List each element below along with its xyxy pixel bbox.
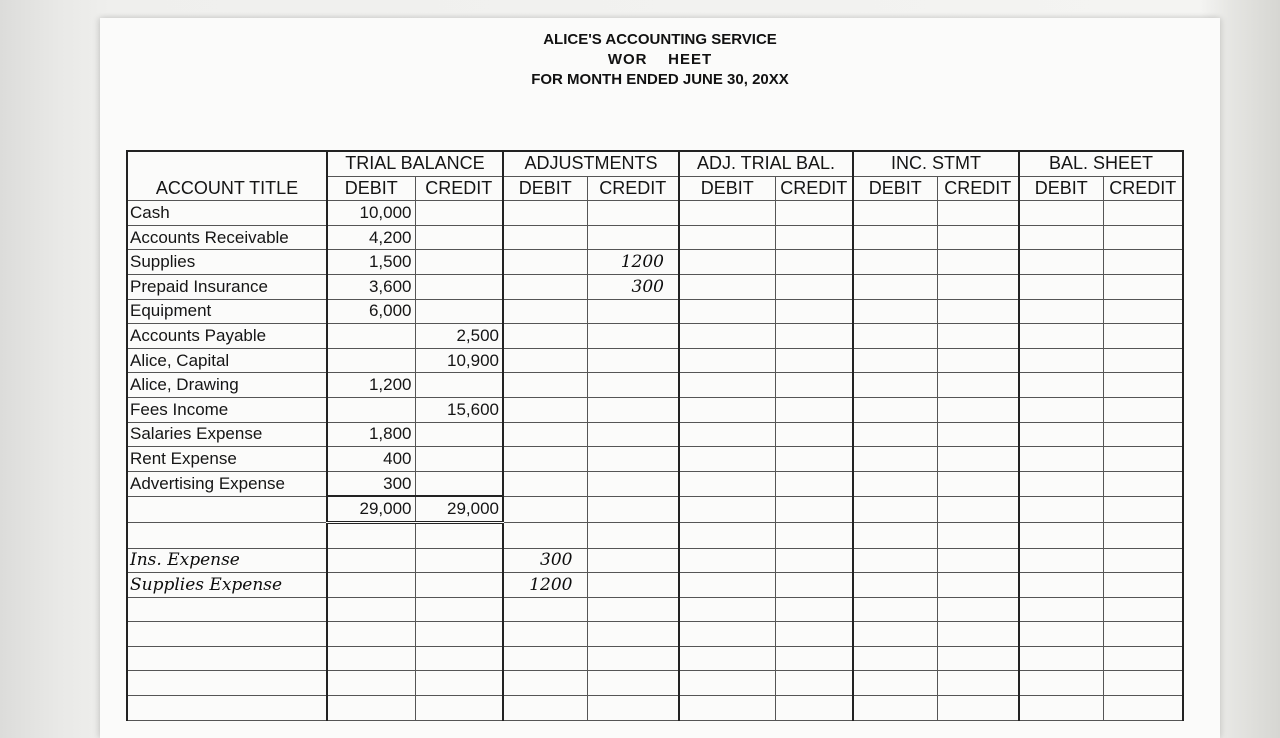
account-title-cell: Prepaid Insurance (127, 274, 327, 299)
bs-credit-cell (1103, 274, 1183, 299)
atb-credit-cell (775, 422, 853, 447)
bs-credit-cell (1103, 201, 1183, 226)
account-title-cell: Fees Income (127, 397, 327, 422)
tb-credit-total: 29,000 (415, 496, 503, 522)
bs-credit-cell (1103, 471, 1183, 496)
tb-debit-cell: 6,000 (327, 299, 415, 324)
account-title-cell (127, 646, 327, 671)
atb-debit-cell (679, 622, 775, 647)
atb-debit-cell (679, 422, 775, 447)
group-header-bal-sheet: BAL. SHEET (1019, 151, 1183, 176)
adj-debit-cell (503, 348, 587, 373)
account-title-cell (127, 622, 327, 647)
account-title-cell: Salaries Expense (127, 422, 327, 447)
table-row (127, 250, 1183, 275)
company-name: ALICE'S ACCOUNTING SERVICE (543, 31, 777, 48)
adj-credit-cell (587, 622, 679, 647)
bs-debit-cell (1019, 696, 1103, 721)
atb-debit-cell (679, 597, 775, 622)
bs-debit-cell (1019, 597, 1103, 622)
is-credit-cell (937, 496, 1019, 522)
group-header-adjustments: ADJUSTMENTS (503, 151, 679, 176)
tb-debit-header: DEBIT (327, 176, 415, 201)
is-credit-cell (937, 522, 1019, 548)
is-credit-cell (937, 422, 1019, 447)
account-title-cell: Accounts Receivable (127, 225, 327, 250)
bs-debit-cell (1019, 471, 1103, 496)
tb-credit-cell (415, 225, 503, 250)
atb-credit-cell (775, 646, 853, 671)
is-credit-cell (937, 548, 1019, 573)
table-row (127, 447, 1183, 472)
bs-debit-cell (1019, 496, 1103, 522)
atb-credit-cell (775, 250, 853, 275)
is-debit-cell (853, 646, 937, 671)
tb-debit-cell (327, 397, 415, 422)
atb-credit-cell (775, 201, 853, 226)
is-credit-cell (937, 373, 1019, 398)
atb-debit-cell (679, 522, 775, 548)
adj-credit-cell (587, 373, 679, 398)
is-debit-cell (853, 201, 937, 226)
is-debit-cell (853, 522, 937, 548)
bs-credit-cell (1103, 496, 1183, 522)
tb-credit-cell (415, 696, 503, 721)
account-title-cell (127, 522, 327, 548)
tb-debit-cell (327, 573, 415, 598)
adj-credit-cell (587, 397, 679, 422)
adj-debit-cell (503, 622, 587, 647)
tb-debit-cell: 3,600 (327, 274, 415, 299)
atb-debit-cell (679, 373, 775, 398)
period-label: FOR MONTH ENDED JUNE 30, 20XX (531, 71, 789, 88)
blank-row (127, 646, 1183, 671)
is-debit-cell (853, 696, 937, 721)
adj-credit-cell (587, 447, 679, 472)
is-credit-cell (937, 622, 1019, 647)
bs-credit-header: CREDIT (1103, 176, 1183, 201)
table-row (127, 373, 1183, 398)
is-credit-cell (937, 696, 1019, 721)
is-debit-cell (853, 250, 937, 275)
account-title-header-top (127, 151, 327, 176)
is-credit-cell (937, 671, 1019, 696)
adj-credit-cell (587, 324, 679, 349)
bs-credit-cell (1103, 573, 1183, 598)
atb-credit-cell (775, 671, 853, 696)
bs-debit-cell (1019, 299, 1103, 324)
adj-credit-cell (587, 646, 679, 671)
bs-debit-cell (1019, 225, 1103, 250)
atb-credit-cell (775, 299, 853, 324)
is-credit-cell (937, 201, 1019, 226)
is-credit-cell (937, 250, 1019, 275)
header-row-columns (127, 176, 1183, 201)
adj-credit-cell (587, 299, 679, 324)
bs-credit-cell (1103, 597, 1183, 622)
adj-debit-cell (503, 373, 587, 398)
tb-credit-cell (415, 447, 503, 472)
is-debit-cell (853, 573, 937, 598)
tb-debit-cell (327, 671, 415, 696)
bs-debit-cell (1019, 201, 1103, 226)
account-title-cell (127, 496, 327, 522)
is-credit-header: CREDIT (937, 176, 1019, 201)
tb-credit-cell (415, 201, 503, 226)
is-credit-cell (937, 646, 1019, 671)
is-credit-cell (937, 348, 1019, 373)
is-debit-cell (853, 496, 937, 522)
adj-credit-cell (587, 201, 679, 226)
is-credit-cell (937, 471, 1019, 496)
group-header-trial-balance: TRIAL BALANCE (327, 151, 503, 176)
is-debit-cell (853, 622, 937, 647)
bs-debit-cell (1019, 348, 1103, 373)
atb-credit-cell (775, 622, 853, 647)
group-header-inc-stmt: INC. STMT (853, 151, 1019, 176)
adj-credit-cell (587, 671, 679, 696)
bs-credit-cell (1103, 397, 1183, 422)
adj-debit-header: DEBIT (503, 176, 587, 201)
is-credit-cell (937, 597, 1019, 622)
handwritten-row (127, 573, 1183, 598)
adj-credit-cell (587, 471, 679, 496)
tb-credit-cell: 10,900 (415, 348, 503, 373)
tb-debit-cell (327, 348, 415, 373)
table-row (127, 471, 1183, 496)
tb-debit-cell: 1,800 (327, 422, 415, 447)
table-row (127, 324, 1183, 349)
account-title-cell: Cash (127, 201, 327, 226)
table-row (127, 274, 1183, 299)
account-title-cell (127, 696, 327, 721)
atb-debit-cell (679, 299, 775, 324)
tb-debit-cell (327, 522, 415, 548)
atb-credit-cell (775, 496, 853, 522)
blank-row (127, 696, 1183, 721)
is-debit-cell (853, 274, 937, 299)
tb-debit-cell: 4,200 (327, 225, 415, 250)
handwritten-row (127, 548, 1183, 573)
adj-debit-cell (503, 274, 587, 299)
tb-credit-cell (415, 373, 503, 398)
blank-row (127, 522, 1183, 548)
blank-row (127, 597, 1183, 622)
bs-debit-cell (1019, 274, 1103, 299)
tb-credit-cell (415, 422, 503, 447)
adj-debit-cell (503, 597, 587, 622)
table-row (127, 201, 1183, 226)
is-credit-cell (937, 225, 1019, 250)
account-title-cell: Rent Expense (127, 447, 327, 472)
tb-credit-cell (415, 522, 503, 548)
account-title-cell (127, 671, 327, 696)
account-title-cell: Accounts Payable (127, 324, 327, 349)
account-title-cell: Supplies (127, 250, 327, 275)
is-debit-cell (853, 324, 937, 349)
tb-credit-cell (415, 299, 503, 324)
adj-credit-cell (587, 696, 679, 721)
adj-credit-cell (587, 422, 679, 447)
bs-credit-cell (1103, 250, 1183, 275)
is-debit-cell (853, 597, 937, 622)
adj-debit-cell (503, 671, 587, 696)
bs-credit-cell (1103, 671, 1183, 696)
tb-credit-cell (415, 471, 503, 496)
atb-credit-cell (775, 324, 853, 349)
worksheet-table (126, 150, 1184, 721)
atb-credit-cell (775, 373, 853, 398)
bs-debit-cell (1019, 646, 1103, 671)
bs-debit-cell (1019, 573, 1103, 598)
bs-credit-cell (1103, 548, 1183, 573)
bs-debit-cell (1019, 373, 1103, 398)
tb-debit-cell: 300 (327, 471, 415, 496)
is-debit-cell (853, 447, 937, 472)
is-debit-cell (853, 422, 937, 447)
adj-debit-cell (503, 447, 587, 472)
account-title-cell: Equipment (127, 299, 327, 324)
account-title-header: ACCOUNT TITLE (127, 176, 327, 201)
tb-debit-cell (327, 597, 415, 622)
adj-debit-cell (503, 696, 587, 721)
atb-debit-cell (679, 646, 775, 671)
bs-debit-cell (1019, 522, 1103, 548)
adj-credit-cell (587, 496, 679, 522)
atb-credit-cell (775, 447, 853, 472)
blank-row (127, 671, 1183, 696)
account-title-cell: Alice, Drawing (127, 373, 327, 398)
atb-debit-cell (679, 471, 775, 496)
atb-credit-cell (775, 348, 853, 373)
tb-debit-cell (327, 548, 415, 573)
tb-debit-cell (327, 324, 415, 349)
bs-debit-header: DEBIT (1019, 176, 1103, 201)
tb-credit-cell (415, 274, 503, 299)
tb-credit-cell (415, 646, 503, 671)
tb-debit-cell (327, 646, 415, 671)
is-debit-cell (853, 299, 937, 324)
atb-credit-cell (775, 397, 853, 422)
adj-debit-cell: 1200 (503, 573, 587, 598)
bs-debit-cell (1019, 250, 1103, 275)
tb-credit-cell (415, 597, 503, 622)
atb-debit-cell (679, 274, 775, 299)
atb-debit-header: DEBIT (679, 176, 775, 201)
table-row (127, 225, 1183, 250)
atb-credit-cell (775, 548, 853, 573)
adj-debit-cell (503, 225, 587, 250)
atb-debit-cell (679, 671, 775, 696)
atb-debit-cell (679, 447, 775, 472)
tb-credit-cell (415, 573, 503, 598)
tb-credit-cell (415, 622, 503, 647)
table-row (127, 422, 1183, 447)
atb-credit-cell (775, 471, 853, 496)
account-title-cell: Alice, Capital (127, 348, 327, 373)
is-credit-cell (937, 274, 1019, 299)
atb-debit-cell (679, 225, 775, 250)
document-title: WOR HEET (607, 51, 713, 68)
bs-credit-cell (1103, 522, 1183, 548)
bs-credit-cell (1103, 696, 1183, 721)
adj-debit-cell (503, 299, 587, 324)
atb-debit-cell (679, 201, 775, 226)
is-credit-cell (937, 299, 1019, 324)
adj-credit-cell: 300 (587, 274, 679, 299)
tb-debit-cell: 1,200 (327, 373, 415, 398)
atb-credit-cell (775, 225, 853, 250)
is-debit-header: DEBIT (853, 176, 937, 201)
adj-credit-cell (587, 597, 679, 622)
is-debit-cell (853, 671, 937, 696)
atb-credit-cell (775, 274, 853, 299)
account-title-cell: Advertising Expense (127, 471, 327, 496)
bs-credit-cell (1103, 447, 1183, 472)
totals-row (127, 496, 1183, 522)
bs-credit-cell (1103, 348, 1183, 373)
adj-debit-cell (503, 471, 587, 496)
bs-credit-cell (1103, 225, 1183, 250)
tb-debit-cell (327, 622, 415, 647)
adj-debit-cell (503, 250, 587, 275)
handwritten-account-cell: Ins. Expense (127, 548, 327, 573)
tb-credit-cell (415, 671, 503, 696)
bs-debit-cell (1019, 422, 1103, 447)
worksheet-header (100, 30, 1220, 90)
adj-debit-cell: 300 (503, 548, 587, 573)
atb-credit-cell (775, 696, 853, 721)
tb-debit-cell: 10,000 (327, 201, 415, 226)
adj-credit-cell: 1200 (587, 250, 679, 275)
tb-credit-cell: 15,600 (415, 397, 503, 422)
account-title-cell (127, 597, 327, 622)
bs-debit-cell (1019, 622, 1103, 647)
bs-debit-cell (1019, 548, 1103, 573)
adj-debit-cell (503, 646, 587, 671)
adj-debit-cell (503, 201, 587, 226)
tb-debit-cell (327, 696, 415, 721)
adj-credit-header: CREDIT (587, 176, 679, 201)
is-debit-cell (853, 348, 937, 373)
tb-debit-cell: 1,500 (327, 250, 415, 275)
header-row-groups (127, 151, 1183, 176)
is-debit-cell (853, 471, 937, 496)
is-debit-cell (853, 373, 937, 398)
is-credit-cell (937, 397, 1019, 422)
bs-credit-cell (1103, 622, 1183, 647)
is-debit-cell (853, 397, 937, 422)
adj-credit-cell (587, 225, 679, 250)
adj-credit-cell (587, 548, 679, 573)
bs-credit-cell (1103, 422, 1183, 447)
adj-debit-cell (503, 422, 587, 447)
bs-debit-cell (1019, 397, 1103, 422)
atb-credit-header: CREDIT (775, 176, 853, 201)
bs-credit-cell (1103, 299, 1183, 324)
tb-debit-total: 29,000 (327, 496, 415, 522)
handwritten-account-cell: Supplies Expense (127, 573, 327, 598)
adj-credit-cell (587, 573, 679, 598)
adj-debit-cell (503, 324, 587, 349)
adj-credit-cell (587, 522, 679, 548)
is-credit-cell (937, 447, 1019, 472)
tb-credit-cell: 2,500 (415, 324, 503, 349)
bs-credit-cell (1103, 373, 1183, 398)
table-row (127, 348, 1183, 373)
atb-debit-cell (679, 696, 775, 721)
is-credit-cell (937, 573, 1019, 598)
bs-debit-cell (1019, 671, 1103, 696)
atb-debit-cell (679, 324, 775, 349)
atb-debit-cell (679, 250, 775, 275)
atb-debit-cell (679, 573, 775, 598)
blank-row (127, 622, 1183, 647)
group-header-adj-trial-bal: ADJ. TRIAL BAL. (679, 151, 853, 176)
is-credit-cell (937, 324, 1019, 349)
atb-credit-cell (775, 597, 853, 622)
bs-debit-cell (1019, 324, 1103, 349)
adj-debit-cell (503, 522, 587, 548)
adj-debit-cell (503, 397, 587, 422)
table-row (127, 397, 1183, 422)
atb-debit-cell (679, 548, 775, 573)
atb-debit-cell (679, 496, 775, 522)
adj-debit-cell (503, 496, 587, 522)
adj-credit-cell (587, 348, 679, 373)
tb-credit-cell (415, 250, 503, 275)
atb-credit-cell (775, 573, 853, 598)
bs-debit-cell (1019, 447, 1103, 472)
table-row (127, 299, 1183, 324)
is-debit-cell (853, 548, 937, 573)
atb-debit-cell (679, 397, 775, 422)
bs-credit-cell (1103, 324, 1183, 349)
tb-credit-header: CREDIT (415, 176, 503, 201)
bs-credit-cell (1103, 646, 1183, 671)
atb-debit-cell (679, 348, 775, 373)
atb-credit-cell (775, 522, 853, 548)
tb-credit-cell (415, 548, 503, 573)
tb-debit-cell: 400 (327, 447, 415, 472)
is-debit-cell (853, 225, 937, 250)
